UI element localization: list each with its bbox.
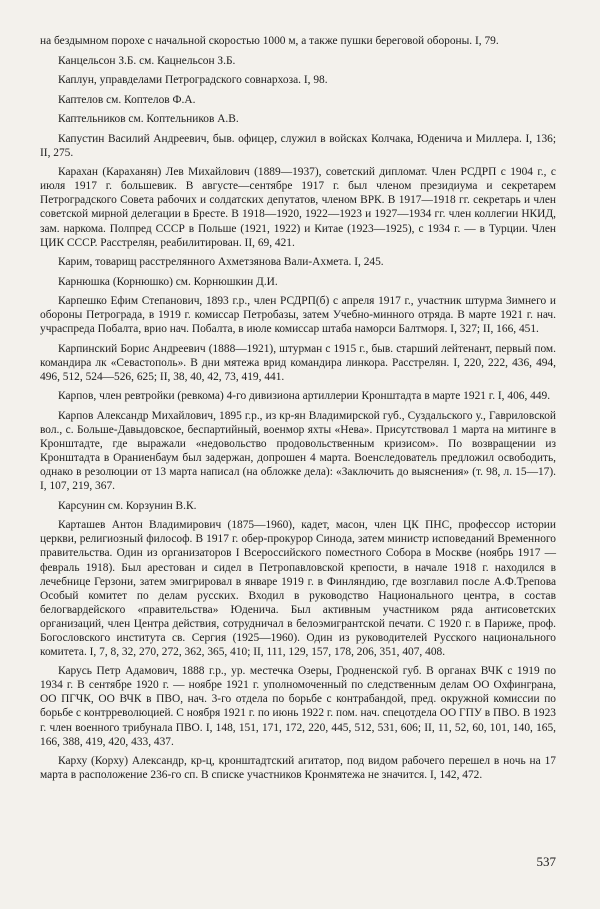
- page-number: 537: [536, 854, 556, 869]
- index-entry: Каптельников см. Коптельников А.В.: [58, 113, 239, 126]
- index-entry: Карпинский Борис Андреевич (1888—1921), штурман с 1915 г., быв. старший лейтенант, первый пом. командира лк «Севастополь». В дни мятежа врид командира линкора. Расстрелян. I, 220, 222, 436, 494, 496, 512, 524—526, 625; II, 38, 40, 42, 73, 419, 441.: [40, 342, 556, 383]
- index-entry: Канцельсон З.Б. см. Кацнельсон З.Б.: [58, 54, 236, 67]
- index-entry: Карахан (Караханян) Лев Михайлович (1889—1937), советский дипломат. Член РСДРП с 1904 г., с июля 1917 г. большевик. В августе—сентябре 1917 г. был членом президиума и секретарем Петроградского Совета рабочих и солдатских депутатов, членом ВРК. В 1917—1918 гг. секретарь и член советской мирной делегации в Бресте. В 1918—1920, 1922—1923 и 1927—1934 гг. член коллегии НКИД, зам. наркома. Полпред СССР в Польше (1921, 1922) и Китае (1923—1925), с 1934 г. — в Турции. Член ЦИК СССР. Расстрелян, реабилитирован. II, 69, 421.: [40, 166, 556, 249]
- index-entry: Карсунин см. Корзунин В.К.: [58, 499, 197, 512]
- index-entry: Каптелов см. Коптелов Ф.А.: [58, 93, 196, 106]
- index-entry: Карусь Петр Адамович, 1888 г.р., ур. местечка Озеры, Гродненской губ. В органах ВЧК с 1919 по 1934 г. В сентябре 1920 г. — ноябре 1921 г. уполномоченный по следственным делам ОО Охфинграна, ОО ПГЧК, ОО ВЧК в ПВО, нач. 3-го отдела по борьбе с контрабандой, пред. окружной комиссии по борьбе с контрреволюцией. С ноября 1921 г. по июнь 1922 г. пом. нач. спецотдела ОО ГПУ в ПВО. В 1923 г. член военного трибунала ПВО. I, 148, 151, 171, 172, 220, 445, 512, 531, 606; II, 11, 52, 60, 101, 140, 165, 166, 388, 419, 420, 433, 437.: [40, 665, 556, 748]
- index-entry: Карху (Корху) Александр, кр-ц, кронштадтский агитатор, под видом рабочего перешел в ночь на 17 марта в расположение 236-го сп. В списке участников Кронмятежа не значится. I, 142, 472.: [40, 755, 556, 782]
- index-entry: Карпешко Ефим Степанович, 1893 г.р., член РСДРП(б) с апреля 1917 г., участник штурма Зимнего и обороны Петрограда, в 1919 г. комиссар Петробазы, затем Учебно-минного отряда. В марте 1921 г. нач. учраспреда Побалта, врио нач. Побалта, в июле комиссар штаба наморси Балтморя. I, 327; II, 166, 451.: [40, 295, 556, 336]
- index-entry: Карим, товарищ расстрелянного Ахметзянова Вали-Ахмета. I, 245.: [58, 256, 384, 269]
- index-entry: Карташев Антон Владимирович (1875—1960), кадет, масон, член ЦК ПНС, профессор истории церкви, религиозный философ. В 1917 г. обер-прокурор Синода, затем министр исповеданий Временного правительства. Один из организаторов I Всероссийского поместного Собора в Москве (ноябрь 1917 — февраль 1918). Был арестован и сидел в Петропавловской крепости, в начале 1918 г. находился в лечебнице Герзони, затем эмигрировал в январе 1919 г. в Финляндию, где возглавил после А.Ф.Трепова Особый комитет по делам русских. Входил в руководство Национального центра, в состав белогвардейского «правительства» Юденича. Был активным участником ряда антисоветских организаций, член Центра действия, сотрудничал в белоэмигрантской печати. С 1920 г. в Париже, проф. Богословского института св. Сергия (1925—1960). Один из руководителей Русского национального комитета. I, 7, 8, 32, 270, 272, 362, 365, 410; II, 111, 129, 157, 178, 206, 351, 407, 408.: [40, 519, 556, 658]
- index-entry: Капустин Василий Андреевич, быв. офицер, служил в войсках Колчака, Юденича и Миллера. I, 136; II, 275.: [40, 132, 556, 159]
- index-entry: Карпов Александр Михайлович, 1895 г.р., из кр-ян Владимирской губ., Суздальского у., Гавриловской вол., с. Больше-Давыдовское, беспартийный, военмор яхты «Нева». Присутствовал 1 марта на митинге в Кронштадте, где выражали «недовольство продовольственным кризисом». По возвращении из Кронштадта в Ораниенбаум был задержан, допрошен 4 марта. Военследователь предложил освободить, однако в резолюции от 13 марта написал (на обложке дела): «Заключить до выяснения» (т. 98, л. 15—17). I, 107, 219, 367.: [40, 410, 556, 493]
- index-entry: Карнюшка (Корнюшко) см. Корнюшкин Д.И.: [58, 275, 278, 288]
- index-entry: Карпов, член ревтройки (ревкома) 4-го дивизиона артиллерии Кронштадта в марте 1921 г. I, 406, 449.: [58, 390, 551, 403]
- index-entry: на бездымном порохе с начальной скоростью 1000 м, а также пушки береговой обороны. I, 79.: [40, 35, 499, 47]
- index-entry: Каплун, управделами Петроградского совнархоза. I, 98.: [58, 74, 328, 87]
